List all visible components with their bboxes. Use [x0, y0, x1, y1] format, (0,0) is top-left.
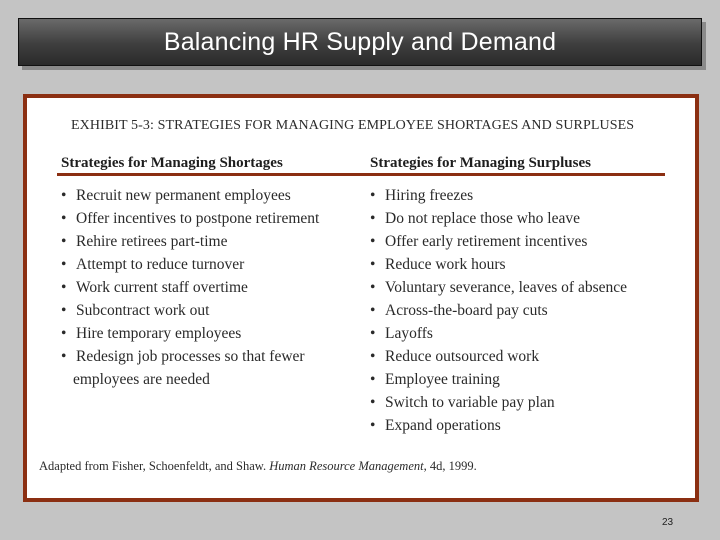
- bullet-icon: •: [370, 210, 376, 227]
- list-item-text: Reduce outsourced work: [385, 348, 540, 365]
- list-item-text: Hiring freezes: [385, 187, 474, 204]
- list-item: [370, 299, 670, 322]
- list-item-text: Voluntary severance, leaves of absence: [385, 279, 628, 296]
- list-item-text: Hire temporary employees: [76, 325, 242, 342]
- list-item: [370, 184, 670, 207]
- slide-title-bar: [18, 18, 702, 66]
- exhibit-panel: [23, 94, 699, 502]
- bullet-icon: •: [370, 302, 376, 319]
- bullet-icon: •: [61, 279, 67, 296]
- bullet-icon: •: [370, 233, 376, 250]
- bullet-icon: •: [61, 325, 67, 342]
- exhibit-title: EXHIBIT 5-3: STRATEGIES FOR MANAGING EMPLOYEE SHORTAGES AND SURPLUSES: [71, 118, 635, 133]
- list-item: [370, 322, 670, 345]
- list-item-text: Offer early retirement incentives: [385, 233, 588, 250]
- list-item: [370, 253, 670, 276]
- list-item-text: Expand operations: [385, 417, 501, 434]
- bullet-icon: •: [370, 325, 376, 342]
- list-item-text: Subcontract work out: [76, 302, 210, 319]
- list-item-text: Offer incentives to postpone retirement: [76, 210, 320, 227]
- bullet-icon: •: [61, 302, 67, 319]
- list-item-text: Employee training: [385, 371, 500, 388]
- surpluses-list: [370, 184, 670, 437]
- bullet-icon: •: [370, 394, 376, 411]
- page-number: 23: [662, 517, 674, 528]
- list-item: [61, 299, 361, 322]
- bullet-icon: •: [61, 256, 67, 273]
- list-item: [370, 207, 670, 230]
- list-item: [61, 230, 361, 253]
- list-item: [61, 276, 361, 299]
- bullet-icon: •: [61, 348, 67, 365]
- heading-divider: [57, 173, 665, 176]
- bullet-icon: •: [370, 187, 376, 204]
- list-item: [61, 253, 361, 276]
- list-item: [370, 230, 670, 253]
- bullet-icon: •: [370, 417, 376, 434]
- source-book-title: Human Resource Management: [269, 459, 424, 473]
- list-item-text: Switch to variable pay plan: [385, 394, 555, 411]
- bullet-icon: •: [370, 279, 376, 296]
- list-item-text: Across-the-board pay cuts: [385, 302, 548, 319]
- source-prefix: Adapted from Fisher, Schoenfeldt, and Shaw.: [39, 459, 267, 473]
- source-citation: [39, 459, 477, 474]
- list-item: [61, 345, 361, 391]
- bullet-icon: •: [370, 256, 376, 273]
- list-item-text: Recruit new permanent employees: [76, 187, 291, 204]
- bullet-icon: •: [61, 233, 67, 250]
- list-item: [61, 184, 361, 207]
- list-item: [370, 414, 670, 437]
- list-item-text: Redesign job processes so that fewer: [76, 348, 305, 365]
- list-item-text: Work current staff overtime: [76, 279, 248, 296]
- list-item: [370, 368, 670, 391]
- bullet-icon: •: [370, 348, 376, 365]
- bullet-icon: •: [370, 371, 376, 388]
- list-item: [61, 322, 361, 345]
- list-item-text: Rehire retirees part-time: [76, 233, 228, 250]
- bullet-icon: •: [61, 210, 67, 227]
- surpluses-heading: Strategies for Managing Surpluses: [370, 155, 591, 171]
- list-item-text: Do not replace those who leave: [385, 210, 580, 227]
- list-item: [370, 391, 670, 414]
- source-suffix: , 4d, 1999.: [423, 459, 477, 473]
- list-item-text: Attempt to reduce turnover: [76, 256, 245, 273]
- list-item-text: Layoffs: [385, 325, 433, 342]
- list-item: [370, 276, 670, 299]
- list-item: [61, 207, 361, 230]
- list-item-continuation: employees are needed: [73, 371, 210, 388]
- shortages-list: [61, 184, 361, 391]
- slide-title: Balancing HR Supply and Demand: [163, 28, 557, 56]
- list-item-text: Reduce work hours: [385, 256, 506, 273]
- shortages-heading: Strategies for Managing Shortages: [61, 155, 283, 171]
- bullet-icon: •: [61, 187, 67, 204]
- list-item: [370, 345, 670, 368]
